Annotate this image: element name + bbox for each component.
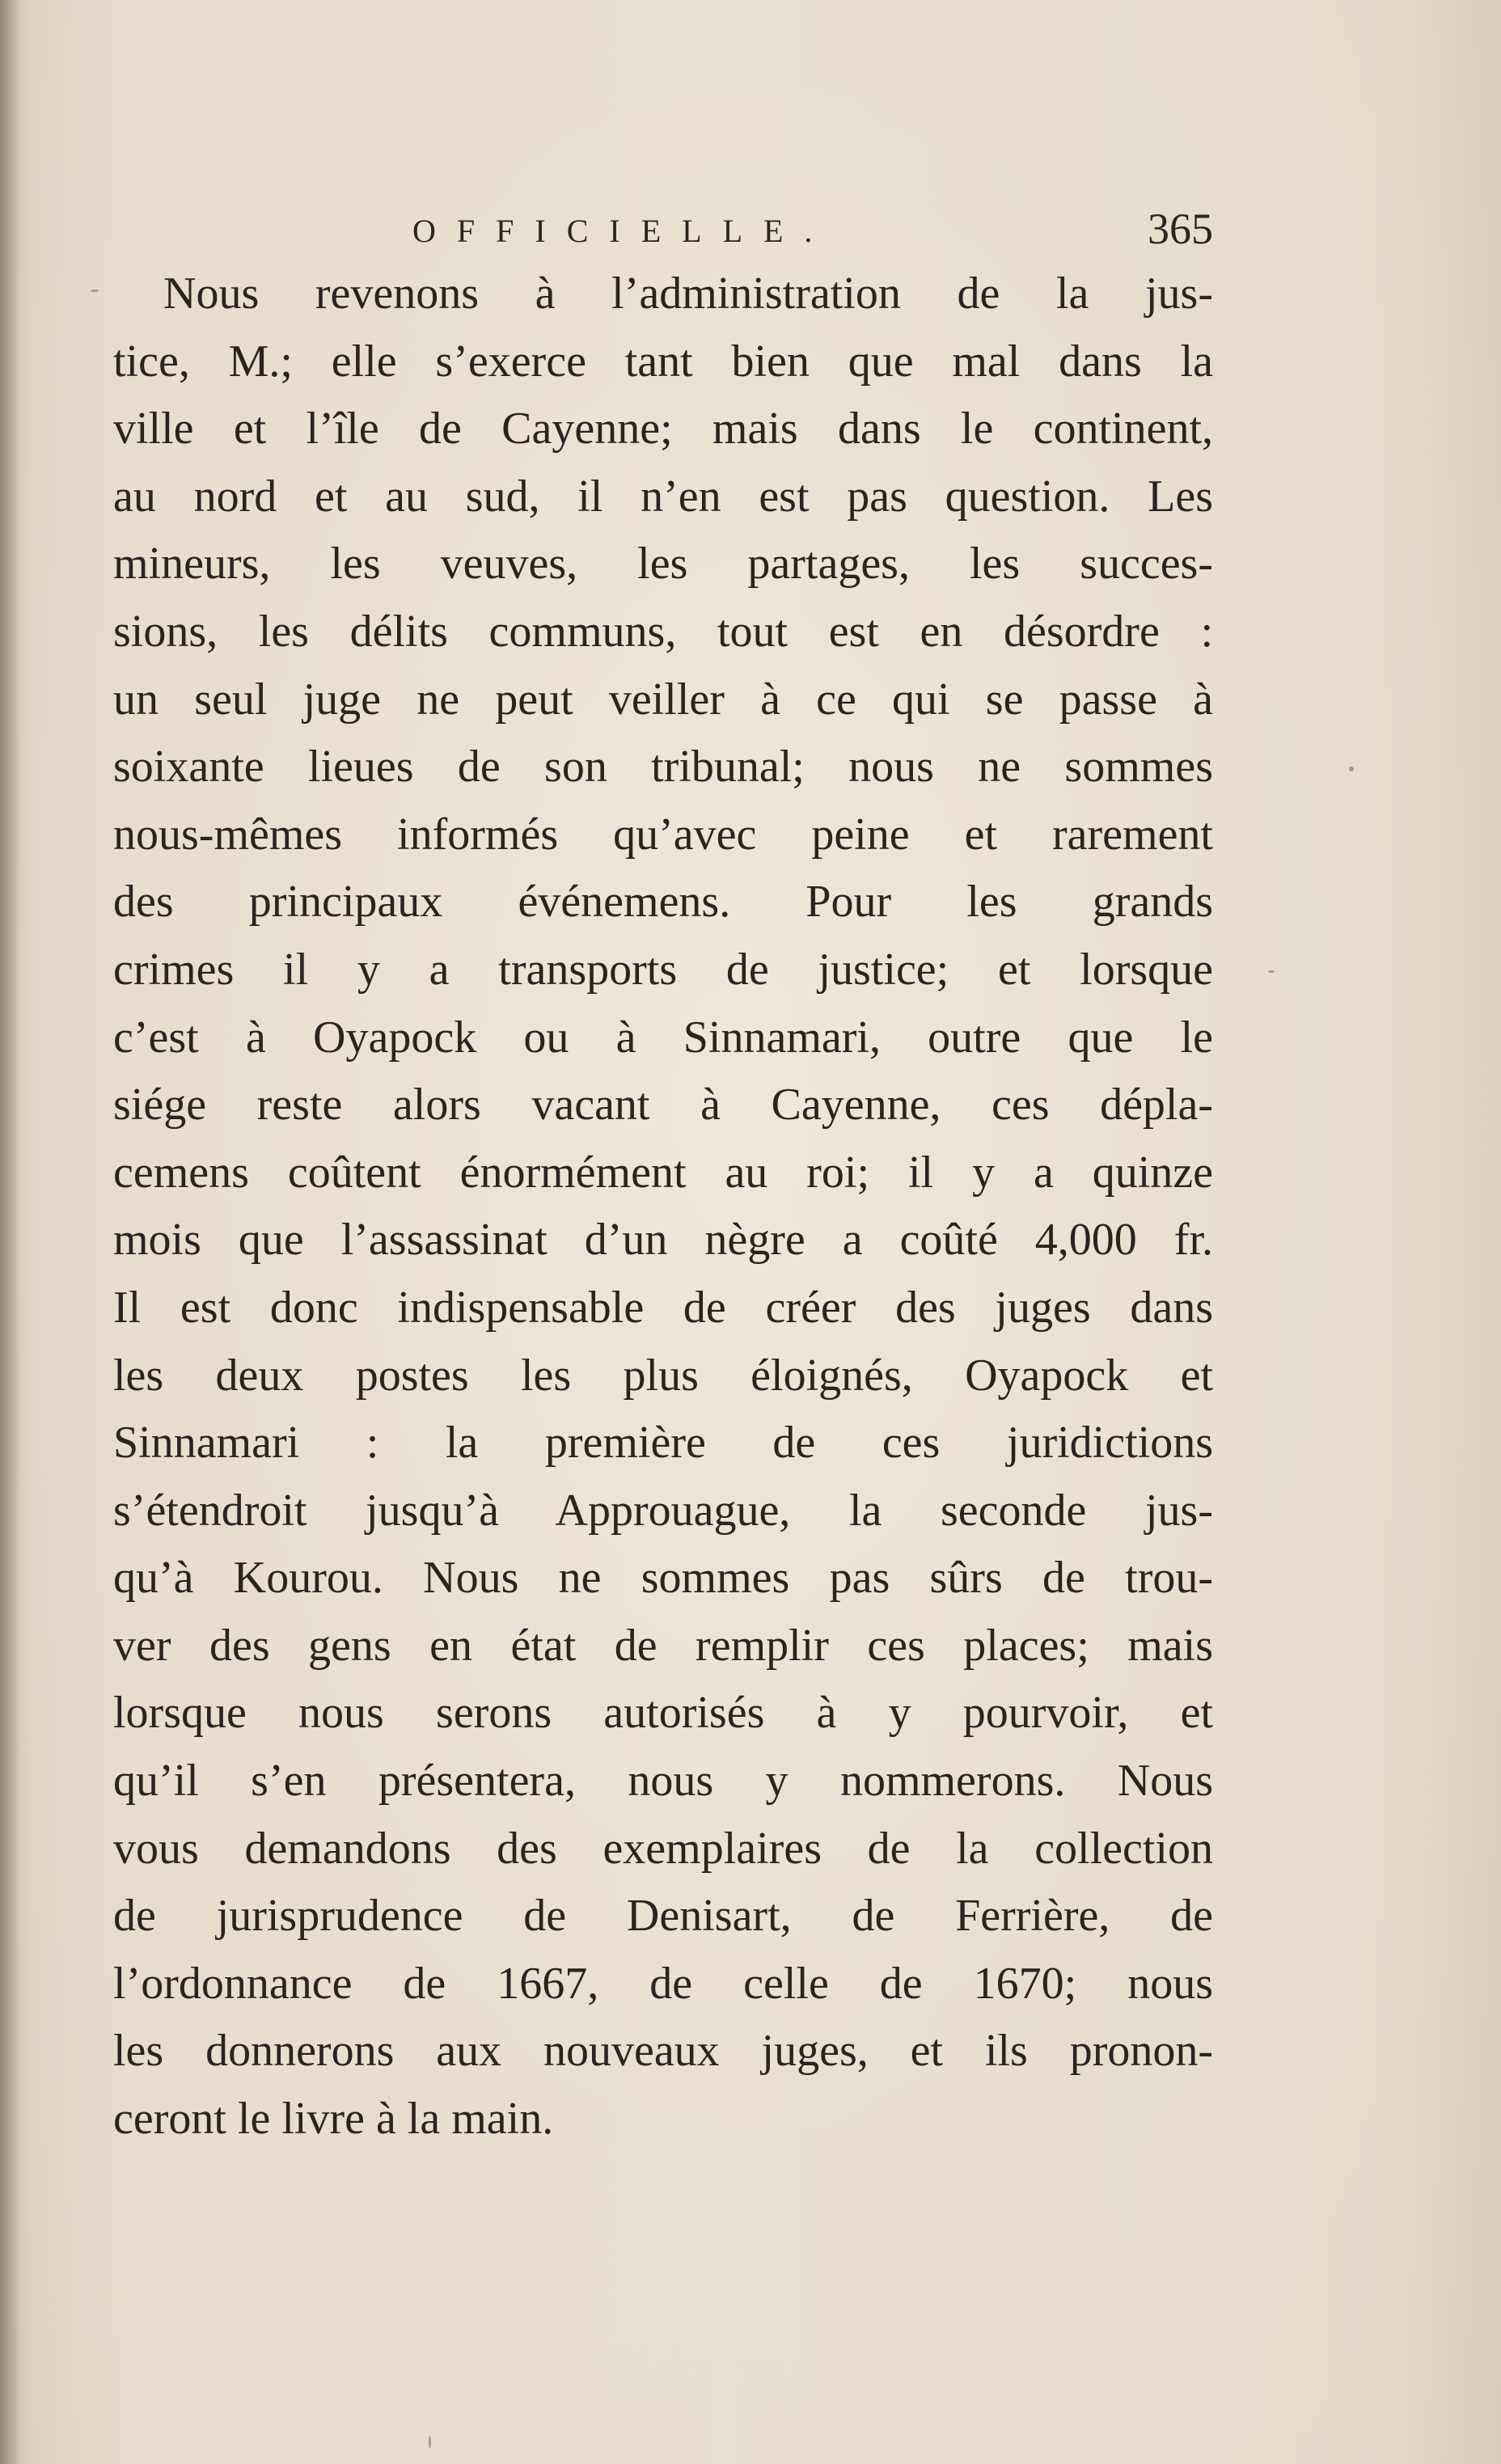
text-line: de jurisprudence de Denisart, de Ferrière, de — [113, 1891, 1213, 1942]
text-line: qu’il s’en présentera, nous y nommerons. Nous — [113, 1756, 1213, 1807]
text-line: ville et l’île de Cayenne; mais dans le continent, — [113, 404, 1213, 454]
text-line: l’ordonnance de 1667, de celle de 1670; nous — [113, 1958, 1213, 2009]
text-line: ver des gens en état de remplir ces places; mais — [113, 1620, 1213, 1671]
text-line: qu’à Kourou. Nous ne sommes pas sûrs de trou- — [113, 1553, 1213, 1604]
text-line: mois que l’assassinat d’un nègre a coûté 4,000 fr. — [113, 1215, 1213, 1266]
text-line: des principaux événemens. Pour les grands — [113, 877, 1213, 928]
text-line: cemens coûtent énormément au roi; il y a quinze — [113, 1147, 1213, 1198]
paper-speck — [1349, 767, 1354, 771]
text-line: soixante lieues de son tribunal; nous ne sommes — [113, 742, 1213, 792]
text-line: s’étendroit jusqu’à Approuague, la seconde jus- — [113, 1485, 1213, 1536]
text-line: au nord et au sud, il n’en est pas question. Les — [113, 471, 1213, 522]
text-line: les deux postes les plus éloignés, Oyapock et — [113, 1350, 1213, 1401]
text-line: lorsque nous serons autorisés à y pourvoir, et — [113, 1688, 1213, 1739]
text-line: c’est à Oyapock ou à Sinnamari, outre que le — [113, 1012, 1213, 1063]
text-line: siége reste alors vacant à Cayenne, ces dépla- — [113, 1080, 1213, 1131]
page-header — [412, 204, 1213, 256]
running-head: OFFICIELLE. — [412, 213, 834, 249]
text-line: sions, les délits communs, tout est en désordre : — [113, 606, 1213, 657]
text-line: un seul juge ne peut veiller à ce qui se passe à — [113, 674, 1213, 725]
text-line: Il est donc indispensable de créer des juges dans — [113, 1282, 1213, 1333]
paper-speck — [91, 290, 99, 292]
text-line: Nous revenons à l’administration de la jus- — [163, 268, 1213, 319]
page-number: 365 — [1148, 205, 1213, 253]
text-line: Sinnamari : la première de ces juridictions — [113, 1418, 1213, 1469]
page-gutter-shadow — [0, 0, 21, 2464]
text-line: nous-mêmes informés qu’avec peine et rarement — [113, 809, 1213, 860]
text-line: mineurs, les veuves, les partages, les succes- — [113, 539, 1213, 590]
paper-speck — [429, 2436, 431, 2449]
paper-speck — [1268, 970, 1275, 973]
body-paragraph — [113, 260, 1213, 2153]
text-line: tice, M.; elle s’exerce tant bien que mal dans la — [113, 336, 1213, 387]
text-line: les donnerons aux nouveaux juges, et ils pronon- — [113, 2026, 1213, 2077]
text-line: crimes il y a transports de justice; et lorsque — [113, 944, 1213, 995]
text-line: vous demandons des exemplaires de la collection — [113, 1823, 1213, 1874]
text-line: ceront le livre à la main. — [113, 2094, 554, 2145]
